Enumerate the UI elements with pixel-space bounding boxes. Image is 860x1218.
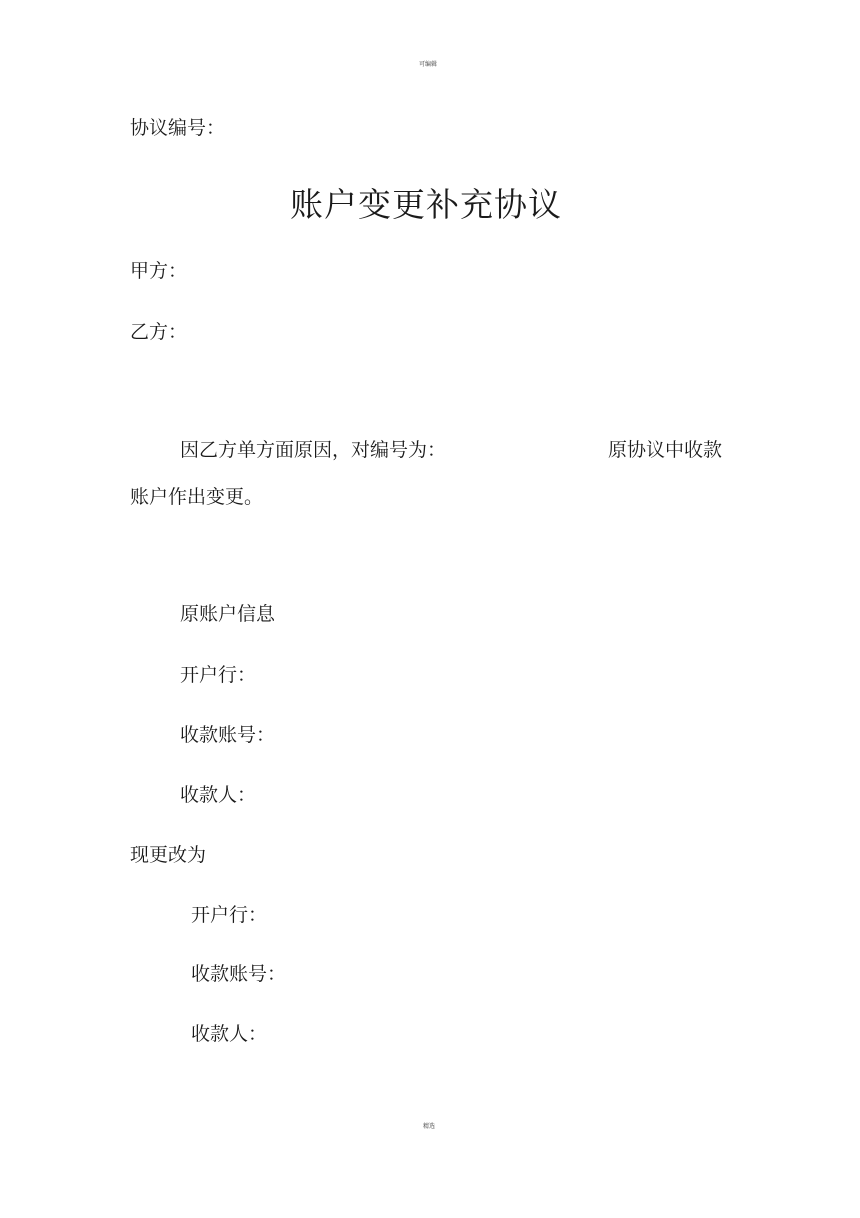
changed-heading: 现更改为 xyxy=(130,844,207,866)
new-payee-label: 收款人： xyxy=(191,1023,268,1045)
intro-line2: 账户作出变更。 xyxy=(130,486,264,508)
header-mark: 可编辑 xyxy=(419,61,438,68)
party-b-label: 乙方： xyxy=(130,321,188,343)
new-account-number-label: 收款账号： xyxy=(191,963,287,985)
new-bank-label: 开户行： xyxy=(191,904,268,926)
document-title: 账户变更补充协议 xyxy=(290,185,562,224)
intro-line1-part2: 原协议中收款 xyxy=(608,439,723,461)
intro-line1-part1: 因乙方单方面原因，对编号为： xyxy=(180,439,447,461)
agreement-number-label: 协议编号： xyxy=(130,117,226,139)
original-account-heading: 原账户信息 xyxy=(180,603,276,625)
footer-mark: 精选 xyxy=(423,1123,436,1130)
original-bank-label: 开户行： xyxy=(180,664,257,686)
original-account-number-label: 收款账号： xyxy=(180,724,276,746)
party-a-label: 甲方： xyxy=(130,260,188,282)
original-payee-label: 收款人： xyxy=(180,784,257,806)
